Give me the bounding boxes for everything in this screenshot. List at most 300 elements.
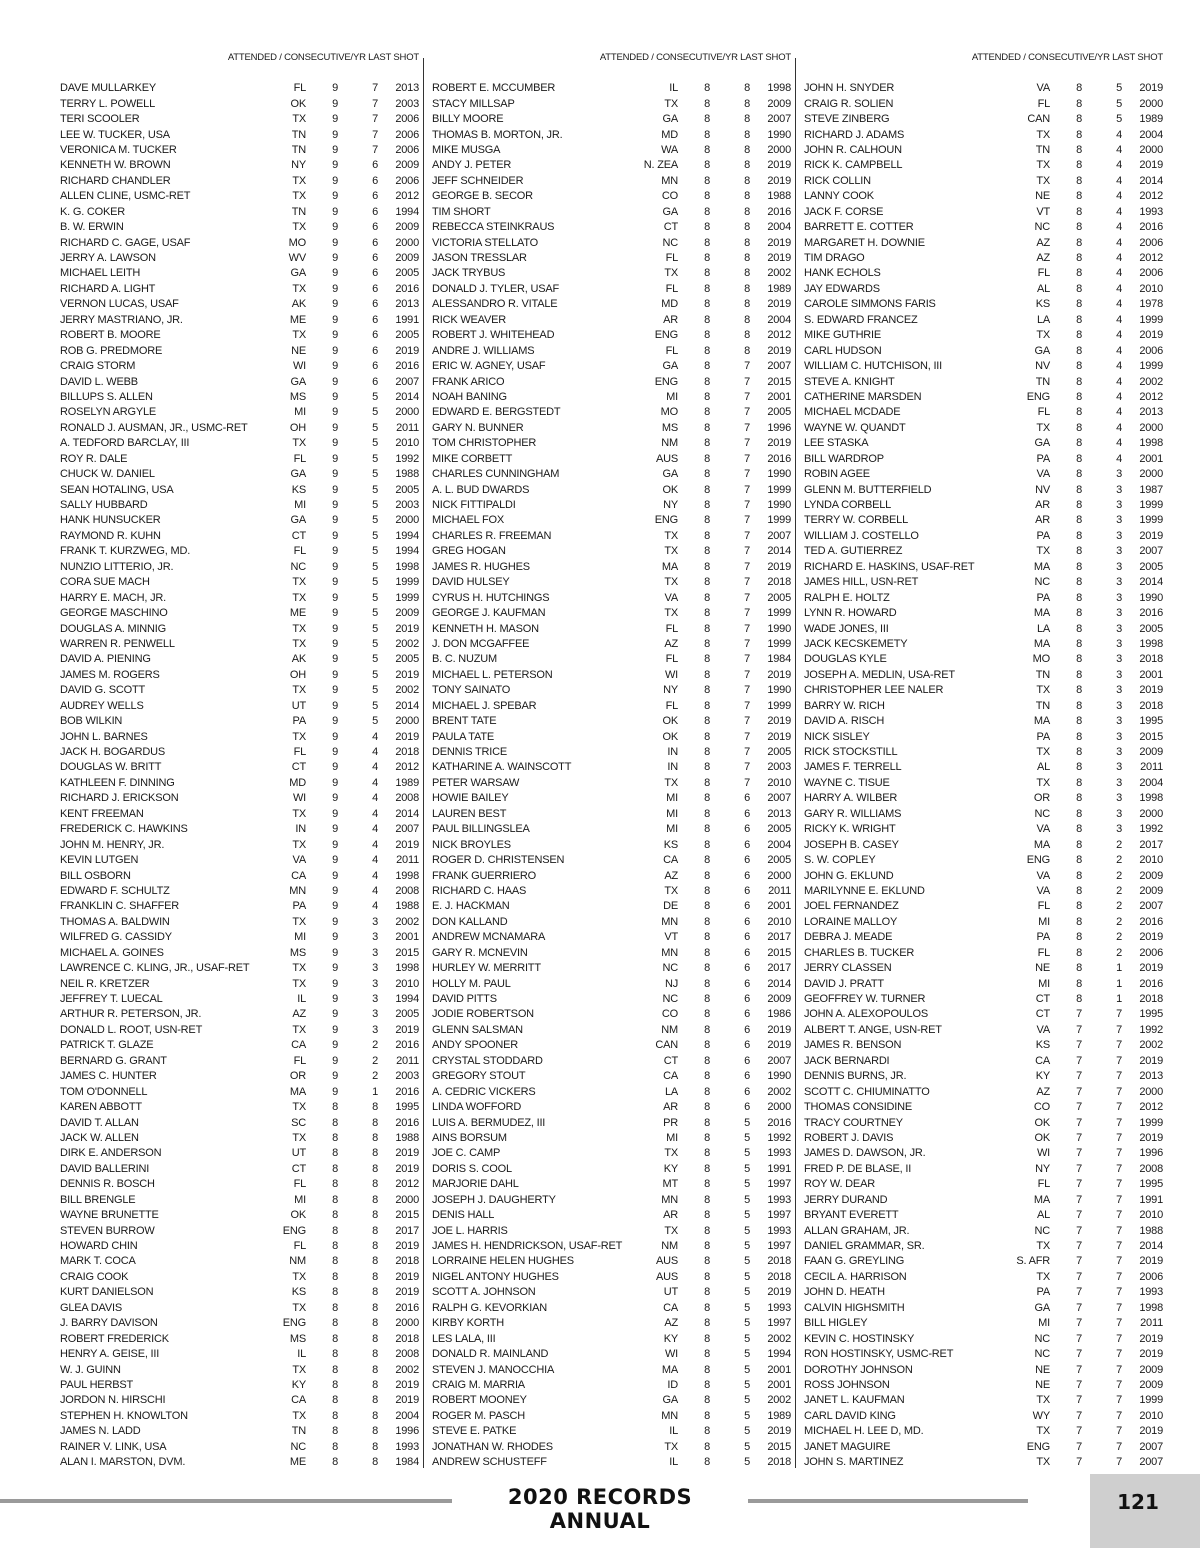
record-consecutive: 8 [372,1270,378,1283]
table-row [804,590,1167,605]
record-attended: 7 [1076,1039,1082,1052]
record-year: 2019 [1139,1332,1163,1345]
table-row [804,374,1167,389]
record-attended: 8 [704,1162,710,1175]
record-name: TONY SAINATO [432,684,511,697]
record-attended: 9 [332,838,338,851]
record-year: 2003 [395,499,419,512]
table-row [60,729,423,744]
record-name: PETER WARSAW [432,776,520,789]
table-row [60,1007,423,1022]
record-attended: 9 [332,113,338,126]
record-consecutive: 5 [372,637,378,650]
record-name: RICHARD CHANDLER [60,174,171,187]
record-year: 2008 [1139,1162,1163,1175]
table-row [60,1162,423,1177]
record-year: 2016 [395,1039,419,1052]
record-consecutive: 8 [744,344,750,357]
record-year: 2016 [1139,221,1163,234]
table-row [804,1331,1167,1346]
table-row [804,1347,1167,1362]
record-state: AZ [292,1008,306,1021]
record-state: N. ZEA [643,159,678,172]
record-name: BILL WARDROP [804,452,884,465]
record-state: TX [664,576,678,589]
record-name: RAYMOND R. KUHN [60,529,161,542]
record-name: JOHN M. HENRY, JR. [60,838,165,851]
record-attended: 8 [704,653,710,666]
record-name: JOSEPH J. DAUGHERTY [432,1193,556,1206]
record-attended: 8 [332,1147,338,1160]
record-year: 2000 [395,236,419,249]
record-attended: 9 [332,221,338,234]
record-attended: 8 [704,1008,710,1021]
record-name: LEE STASKA [804,437,869,450]
record-name: RICHARD A. LIGHT [60,282,156,295]
record-name: JODIE ROBERTSON [432,1008,534,1021]
record-consecutive: 5 [744,1147,750,1160]
record-state: CA [291,869,306,882]
record-state: AR [1035,499,1050,512]
record-name: CARL HUDSON [804,344,882,357]
record-name: ROBERT B. MOORE [60,329,161,342]
record-year: 2011 [1140,1317,1163,1330]
record-year: 1986 [767,1008,791,1021]
record-consecutive: 4 [1116,221,1122,234]
record-year: 2015 [767,1440,791,1453]
record-consecutive: 4 [372,761,378,774]
record-consecutive: 4 [372,792,378,805]
record-attended: 9 [332,468,338,481]
record-attended: 9 [332,545,338,558]
record-consecutive: 7 [1116,1270,1122,1283]
record-year: 2008 [395,1348,419,1361]
record-attended: 7 [1076,1085,1082,1098]
record-year: 2004 [395,1409,419,1422]
record-consecutive: 7 [1116,1209,1122,1222]
table-row [60,1054,423,1069]
record-name: J. DON MCGAFFEE [432,637,530,650]
footer-title: 2020 RECORDS ANNUAL [507,1485,693,1533]
record-year: 2013 [1139,406,1163,419]
record-name: DAVID G. SCOTT [60,684,146,697]
table-row [60,482,423,497]
record-year: 1999 [395,576,419,589]
record-consecutive: 6 [372,159,378,172]
record-state: TN [1035,699,1050,712]
record-name: GARY R. MCNEVIN [432,946,528,959]
table-row [60,837,423,852]
record-name: DON KALLAND [432,915,508,928]
record-year: 1994 [395,993,419,1006]
table-row [432,436,795,451]
table-row [60,1455,423,1470]
record-year: 2009 [767,993,791,1006]
record-attended: 9 [332,360,338,373]
record-year: 2019 [1139,962,1163,975]
record-state: TN [291,143,306,156]
table-row [432,606,795,621]
record-year: 2000 [395,1317,419,1330]
record-name: MARJORIE DAHL [432,1178,519,1191]
record-state: WI [664,1348,678,1361]
record-attended: 8 [704,1101,710,1114]
table-row [60,1146,423,1161]
footer-rule-right [748,1499,1028,1503]
record-consecutive: 7 [744,406,750,419]
record-consecutive: 6 [744,993,750,1006]
record-state: NJ [664,977,678,990]
record-state: AZ [664,637,678,650]
record-attended: 9 [332,313,338,326]
table-row [60,868,423,883]
record-name: HARRY A. WILBER [804,792,898,805]
record-consecutive: 7 [1116,1162,1122,1175]
record-consecutive: 5 [1116,97,1122,110]
record-year: 2019 [767,298,791,311]
record-attended: 8 [704,977,710,990]
record-year: 1997 [767,1317,791,1330]
table-row [804,1440,1167,1455]
record-attended: 9 [332,962,338,975]
record-attended: 8 [332,1456,338,1469]
record-consecutive: 6 [744,1054,750,1067]
record-year: 1997 [767,1240,791,1253]
record-name: JOE L. HARRIS [432,1224,508,1237]
table-row [432,1424,795,1439]
record-name: RONALD J. AUSMAN, JR., USMC-RET [60,421,248,434]
record-consecutive: 8 [744,313,750,326]
record-state: KY [663,1332,678,1345]
record-consecutive: 3 [1116,560,1122,573]
table-row [60,714,423,729]
table-row [432,1254,795,1269]
record-name: HARRY E. MACH, JR. [60,591,167,604]
record-state: NY [663,684,678,697]
column-2 [432,52,795,1469]
record-attended: 8 [704,97,710,110]
record-state: GA [1034,344,1050,357]
record-name: WAYNE C. TISUE [804,776,890,789]
record-state: MN [661,946,678,959]
table-row [804,1100,1167,1115]
record-attended: 8 [1076,252,1082,265]
record-name: GARY R. WILLIAMS [804,807,902,820]
record-year: 2016 [395,282,419,295]
table-row [432,884,795,899]
record-name: JACK W. ALLEN [60,1131,139,1144]
record-consecutive: 4 [372,854,378,867]
record-attended: 8 [704,360,710,373]
record-consecutive: 4 [372,746,378,759]
record-state: MS [289,1332,306,1345]
record-attended: 7 [1076,1116,1082,1129]
record-attended: 8 [1076,715,1082,728]
record-year: 2016 [767,1116,791,1129]
record-state: AZ [664,1317,678,1330]
record-attended: 8 [332,1209,338,1222]
record-name: JAMES R. BENSON [804,1039,902,1052]
record-consecutive: 2 [372,1054,378,1067]
record-name: CAROLE SIMMONS FARIS [804,298,936,311]
record-year: 2005 [767,406,791,419]
column-header: ATTENDED / CONSECUTIVE/YR LAST SHOT [227,52,419,63]
table-row [60,1115,423,1130]
record-attended: 7 [1076,1301,1082,1314]
record-attended: 8 [704,375,710,388]
record-name: PAUL HERBST [60,1378,133,1391]
table-row [432,637,795,652]
record-attended: 7 [1076,1224,1082,1237]
record-state: TX [292,1101,306,1114]
record-attended: 9 [332,529,338,542]
record-attended: 8 [1076,468,1082,481]
record-year: 2017 [1139,838,1163,851]
record-name: RICHARD E. HASKINS, USAF-RET [804,560,975,573]
record-year: 2012 [1139,252,1163,265]
table-row [804,544,1167,559]
record-year: 2015 [767,375,791,388]
record-consecutive: 3 [372,1008,378,1021]
record-consecutive: 8 [372,1317,378,1330]
record-name: DOUGLAS W. BRITT [60,761,162,774]
table-row [60,1393,423,1408]
record-year: 1999 [1139,514,1163,527]
record-state: TX [292,684,306,697]
record-attended: 8 [332,1348,338,1361]
record-attended: 9 [332,1070,338,1083]
record-state: TX [292,637,306,650]
record-year: 1991 [395,313,419,326]
record-state: TX [1036,776,1050,789]
record-state: KY [663,1162,678,1175]
record-state: OK [1034,1131,1050,1144]
record-attended: 8 [704,1023,710,1036]
record-name: GEORGE MASCHINO [60,607,168,620]
record-state: MA [661,560,678,573]
record-attended: 9 [332,452,338,465]
table-row [804,266,1167,281]
table-row [60,668,423,683]
record-state: NY [291,159,306,172]
record-name: DENIS HALL [432,1209,495,1222]
record-year: 2016 [1139,977,1163,990]
record-attended: 8 [1076,792,1082,805]
record-year: 2009 [395,252,419,265]
record-state: ENG [1026,1440,1050,1453]
record-state: CT [663,221,678,234]
record-name: VICTORIA STELLATO [432,236,539,249]
record-name: DAVID HULSEY [432,576,510,589]
table-row [60,544,423,559]
table-row [432,1285,795,1300]
record-state: NC [290,560,306,573]
record-state: PA [1036,730,1050,743]
record-year: 1992 [1139,1023,1163,1036]
table-row [60,205,423,220]
table-row [432,1440,795,1455]
record-consecutive: 8 [744,82,750,95]
record-name: SALLY HUBBARD [60,499,148,512]
record-name: ANDY SPOONER [432,1039,519,1052]
record-year: 2000 [1139,97,1163,110]
record-state: TX [1036,1240,1050,1253]
record-attended: 8 [1076,360,1082,373]
record-name: ROBIN AGEE [804,468,870,481]
record-attended: 8 [1076,267,1082,280]
record-consecutive: 5 [744,1224,750,1237]
table-row [60,1239,423,1254]
record-name: ERIC W. AGNEY, USAF [432,360,546,373]
record-state: NE [1035,190,1050,203]
record-attended: 8 [704,915,710,928]
record-name: A. TEDFORD BARCLAY, III [60,437,190,450]
table-row [432,1023,795,1038]
record-state: VA [664,591,678,604]
record-name: CHRISTOPHER LEE NALER [804,684,944,697]
record-attended: 8 [1076,375,1082,388]
table-row [804,745,1167,760]
record-consecutive: 7 [744,483,750,496]
record-consecutive: 1 [372,1085,378,1098]
record-attended: 9 [332,97,338,110]
record-state: VA [1036,1023,1050,1036]
record-name: ROSS JOHNSON [804,1378,890,1391]
record-name: GLENN SALSMAN [432,1023,523,1036]
table-row [804,1054,1167,1069]
record-year: 1999 [1139,1394,1163,1407]
record-name: KURT DANIELSON [60,1286,154,1299]
table-row [432,189,795,204]
record-year: 1995 [1139,1008,1163,1021]
table-row [432,1455,795,1470]
record-consecutive: 2 [372,1039,378,1052]
record-consecutive: 3 [1116,792,1122,805]
record-attended: 7 [1076,1162,1082,1175]
record-name: MICHAEL MCDADE [804,406,901,419]
record-consecutive: 3 [1116,637,1122,650]
record-year: 1990 [767,684,791,697]
record-year: 1998 [1139,437,1163,450]
table-row [804,560,1167,575]
record-year: 2019 [395,1270,419,1283]
record-name: DIRK E. ANDERSON [60,1147,162,1160]
record-attended: 7 [1076,1101,1082,1114]
record-attended: 9 [332,174,338,187]
record-state: VT [1036,205,1050,218]
table-row [432,1038,795,1053]
record-year: 2009 [1139,884,1163,897]
record-state: TX [664,1440,678,1453]
record-state: NM [289,1255,306,1268]
record-name: LAUREN BEST [432,807,507,820]
record-attended: 8 [704,313,710,326]
record-year: 1995 [1139,1178,1163,1191]
record-state: TX [292,282,306,295]
record-attended: 8 [704,838,710,851]
record-consecutive: 7 [744,607,750,620]
record-name: VERONICA M. TUCKER [60,143,177,156]
table-row [804,1069,1167,1084]
record-year: 2015 [395,1209,419,1222]
table-row [60,992,423,1007]
record-name: WAYNE BRUNETTE [60,1209,159,1222]
table-row [432,544,795,559]
record-name: TOM CHRISTOPHER [432,437,537,450]
table-row [60,390,423,405]
record-year: 2019 [767,1286,791,1299]
record-consecutive: 7 [1116,1070,1122,1083]
record-consecutive: 3 [1116,668,1122,681]
record-name: JAMES F. TERRELL [804,761,902,774]
record-attended: 8 [704,1409,710,1422]
record-consecutive: 5 [372,715,378,728]
record-state: KS [291,1286,306,1299]
record-consecutive: 2 [1116,915,1122,928]
record-attended: 8 [1076,221,1082,234]
record-state: FL [293,82,306,95]
record-name: KATHLEEN F. DINNING [60,776,175,789]
table-row [804,328,1167,343]
record-year: 2019 [395,1147,419,1160]
record-attended: 8 [1076,699,1082,712]
record-consecutive: 4 [1116,329,1122,342]
record-consecutive: 5 [744,1363,750,1376]
record-name: ROY R. DALE [60,452,128,465]
record-state: NC [1034,221,1050,234]
record-consecutive: 5 [744,1162,750,1175]
record-consecutive: 6 [744,1023,750,1036]
record-attended: 8 [704,1456,710,1469]
record-name: KENNETH H. MASON [432,622,539,635]
table-row [60,637,423,652]
table-row [60,529,423,544]
record-name: WARREN R. PENWELL [60,637,175,650]
record-year: 2013 [1139,1070,1163,1083]
record-year: 2009 [395,607,419,620]
record-attended: 8 [332,1301,338,1314]
table-row [432,343,795,358]
record-state: GA [662,113,678,126]
record-consecutive: 5 [372,514,378,527]
record-consecutive: 5 [744,1348,750,1361]
record-consecutive: 6 [744,1008,750,1021]
record-consecutive: 3 [1116,715,1122,728]
record-name: SEAN HOTALING, USA [60,483,174,496]
record-year: 1988 [395,900,419,913]
record-consecutive: 6 [372,313,378,326]
table-row [432,652,795,667]
record-name: MICHAEL A. GOINES [60,946,164,959]
record-year: 1998 [395,560,419,573]
table-row [432,174,795,189]
record-consecutive: 6 [744,1101,750,1114]
record-consecutive: 4 [1116,437,1122,450]
table-row [60,174,423,189]
record-state: KS [291,483,306,496]
record-consecutive: 2 [1116,946,1122,959]
record-year: 2000 [1139,807,1163,820]
table-row [432,220,795,235]
table-row [804,1378,1167,1393]
table-row [432,575,795,590]
record-attended: 8 [704,1131,710,1144]
record-attended: 7 [1076,1409,1082,1422]
record-attended: 7 [1076,1394,1082,1407]
record-consecutive: 4 [1116,236,1122,249]
record-state: CT [663,1054,678,1067]
record-consecutive: 5 [1116,82,1122,95]
